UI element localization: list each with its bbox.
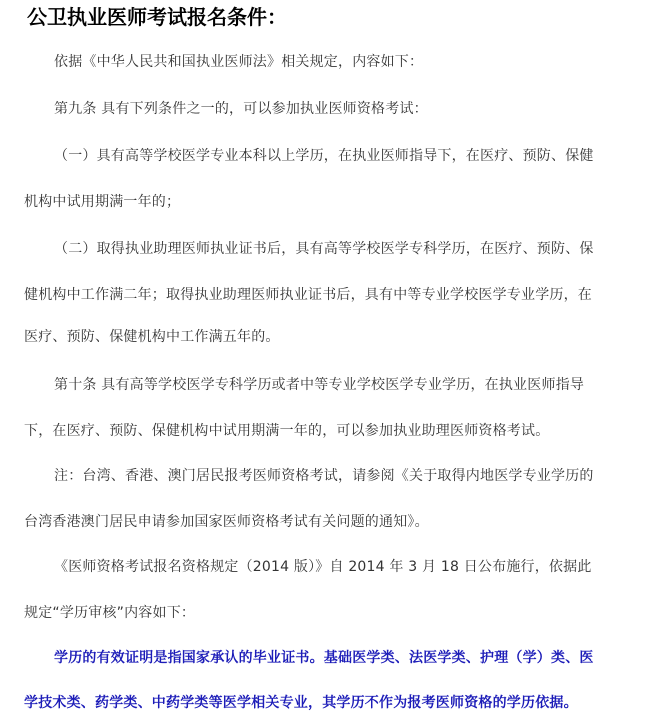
article-9-item-1-line-1: （一）具有高等学校医学专业本科以上学历，在执业医师指导下，在医疗、预防、保健 bbox=[54, 148, 594, 164]
page-title: 公卫执业医师考试报名条件： bbox=[27, 5, 287, 29]
regulation-line-2: 规定“学历审核”内容如下： bbox=[24, 605, 196, 621]
article-9-item-2-line-1: （二）取得执业助理医师执业证书后，具有高等学校医学专科学历，在医疗、预防、保 bbox=[54, 241, 594, 257]
note-line-2: 台湾香港澳门居民申请参加国家医师资格考试有关问题的通知》。 bbox=[24, 514, 429, 530]
regulation-line-1: 《医师资格考试报名资格规定（2014 版）》自 2014 年 3 月 18 日公布施行，依据此 bbox=[54, 559, 592, 575]
article-10-line-1: 第十条 具有高等学校医学专科学历或者中等专业学校医学专业学历，在执业医师指导 bbox=[54, 377, 585, 393]
highlight-line-1: 学历的有效证明是指国家承认的毕业证书。基础医学类、法医学类、护理（学）类、医 bbox=[54, 650, 594, 666]
highlight-line-2: 学技术类、药学类、中药学类等医学相关专业，其学历不作为报考医师资格的学历依据。 bbox=[24, 695, 578, 711]
article-9-item-2-line-3: 医疗、预防、保健机构中工作满五年的。 bbox=[24, 329, 280, 345]
article-9-heading: 第九条 具有下列条件之一的，可以参加执业医师资格考试： bbox=[54, 101, 428, 117]
note-line-1: 注：台湾、香港、澳门居民报考医师资格考试，请参阅《关于取得内地医学专业学历的 bbox=[54, 468, 594, 484]
article-10-line-2: 下，在医疗、预防、保健机构中试用期满一年的，可以参加执业助理医师资格考试。 bbox=[24, 423, 550, 439]
intro-line: 依据《中华人民共和国执业医师法》相关规定，内容如下： bbox=[54, 54, 424, 70]
article-9-item-1-line-2: 机构中试用期满一年的； bbox=[24, 194, 181, 210]
article-9-item-2-line-2: 健机构中工作满二年；取得执业助理医师执业证书后，具有中等专业学校医学专业学历，在 bbox=[24, 287, 592, 303]
